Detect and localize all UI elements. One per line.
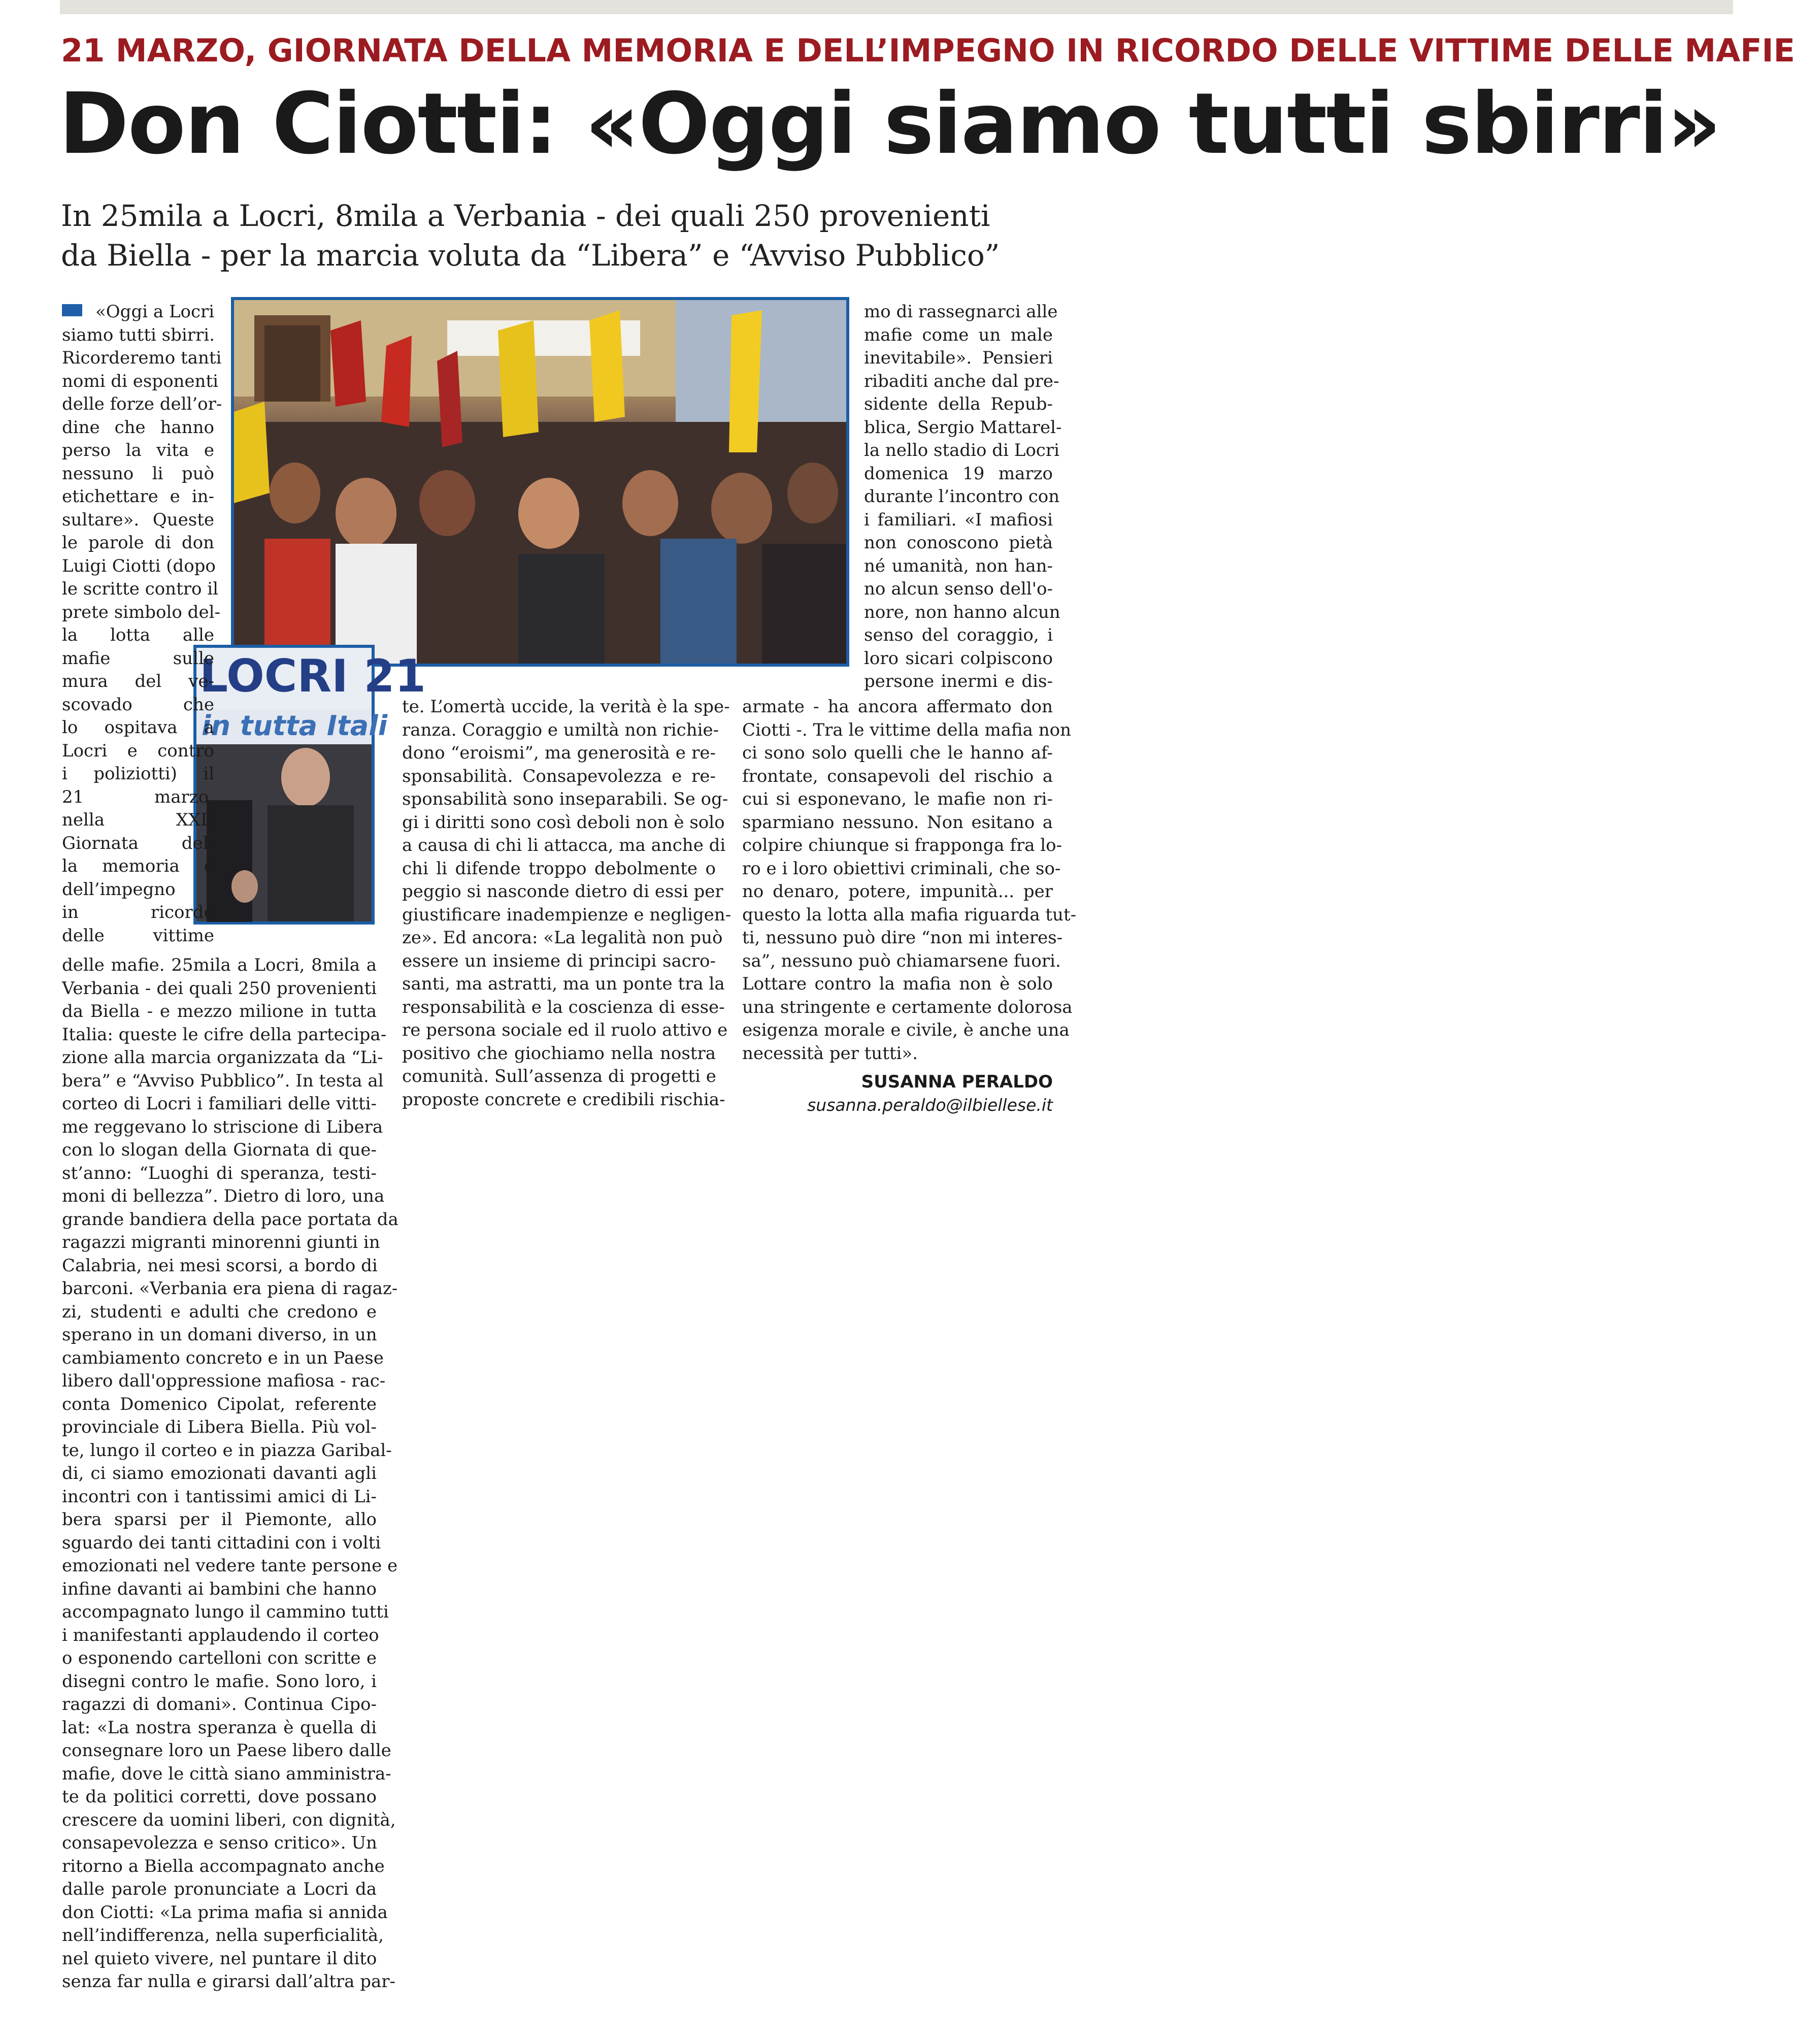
text-line: nomi di esponenti	[62, 371, 218, 391]
column-1-top	[62, 301, 222, 947]
text-line: corteo di Locri i familiari delle vitti-	[62, 1094, 377, 1114]
text-line: disegni contro le mafie. Sono loro, i	[62, 1671, 377, 1692]
text-line: Lottare contro la mafia non è solo	[742, 974, 1053, 994]
text-line: Calabria, nei mesi scorsi, a bordo di	[62, 1255, 378, 1276]
author-byline: SUSANNA PERALDO	[861, 1072, 1053, 1092]
text-line: delle forze dell’or-	[62, 394, 222, 414]
text-line: una stringente e certamente dolorosa	[742, 997, 1073, 1017]
text-line: zi, studenti e adulti che credono e	[62, 1301, 377, 1322]
text-line: no alcun senso dell'o-	[864, 579, 1053, 599]
column-3-top	[864, 301, 1062, 694]
text-line: senza far nulla e girarsi dall’altra par-	[62, 1971, 395, 1992]
text-line: nel quieto vivere, nel puntare il dito	[62, 1948, 377, 1969]
text-line: emozionati nel vedere tante persone e	[62, 1556, 398, 1576]
text-line: dono “eroismi”, ma generosità e re-	[402, 743, 716, 763]
text-line: mafie sulle	[62, 648, 214, 669]
text-line: armate - ha ancora affermato don	[742, 697, 1053, 717]
text-line: i poliziotti) il	[62, 764, 214, 784]
text-line: le parole di don	[62, 533, 214, 553]
text-line: sa”, nessuno può chiamarsene fuori.	[742, 950, 1061, 971]
text-line: lat: «La nostra speranza è quella di	[62, 1717, 377, 1738]
text-line: gi i diritti sono così deboli non è solo	[402, 812, 725, 833]
text-line: necessità per tutti».	[742, 1043, 918, 1064]
text-line: in ricordo	[62, 902, 214, 922]
text-line: consegnare loro un Paese libero dalle	[62, 1740, 391, 1761]
text-line: giustificare inadempienze e negligen-	[402, 904, 732, 925]
text-line: no denaro, potere, impunità... per	[742, 881, 1053, 902]
text-line: con lo slogan della Giornata di que-	[62, 1140, 377, 1160]
text-line: positivo che giochiamo nella nostra	[402, 1043, 716, 1064]
text-line: accompagnato lungo il cammino tutti	[62, 1602, 389, 1622]
text-line: questo la lotta alla mafia riguarda tut-	[742, 904, 1077, 925]
text-line: frontate, consapevoli del rischio a	[742, 766, 1053, 786]
text-line: colpire chiunque si frapponga fra lo-	[742, 835, 1062, 855]
text-line: st’anno: “Luoghi di speranza, testi-	[62, 1163, 377, 1183]
text-line: libero dall'oppressione mafiosa - rac-	[62, 1371, 386, 1391]
text-line: consapevolezza e senso critico». Un	[62, 1833, 377, 1853]
text-line: re persona sociale ed il ruolo attivo e	[402, 1020, 728, 1040]
text-line: barconi. «Verbania era piena di ragaz-	[62, 1278, 398, 1299]
text-line: perso la vita e	[62, 440, 214, 460]
column-1-bottom	[62, 954, 398, 1994]
text-line: le scritte contro il	[62, 579, 219, 599]
text-line: moni di bellezza”. Dietro di loro, una	[62, 1186, 385, 1206]
text-line: comunità. Sull’assenza di progetti e	[402, 1066, 716, 1086]
article-kicker: 21 MARZO, GIORNATA DELLA MEMORIA E DELL’IMPEGNO IN RICORDO DELLE VITTIME DELLE MAFIE	[61, 32, 1795, 69]
author-email-link[interactable]: susanna.peraldo@ilbiellese.it	[807, 1095, 1053, 1115]
text-line: ritorno a Biella accompagnato anche	[62, 1856, 385, 1876]
text-line: dine che hanno	[62, 417, 214, 438]
inset-banner-line1: LOCRI 21	[200, 650, 426, 702]
text-line: a causa di chi li attacca, ma anche di	[402, 835, 726, 855]
text-line: nessuno li può	[62, 463, 214, 484]
text-line: te, lungo il corteo e in piazza Garibal-	[62, 1440, 392, 1461]
text-line: te. L’omertà uccide, la verità è la spe-	[402, 697, 730, 717]
text-line: la memoria e	[62, 856, 214, 876]
text-line: peggio si nasconde dietro di essi per	[402, 881, 723, 902]
text-line: da Biella - e mezzo milione in tutta	[62, 1001, 377, 1021]
text-line: siamo tutti sbirri.	[62, 324, 215, 345]
text-line: durante l’incontro con	[864, 486, 1060, 507]
text-line: ci sono solo quelli che le hanno af-	[742, 743, 1053, 763]
text-line: essere un insieme di principi sacro-	[402, 950, 716, 971]
text-line: loro sicari colpiscono	[864, 648, 1053, 669]
bullet-marker-icon	[62, 304, 82, 316]
text-line: incontri con i tantissimi amici di Li-	[62, 1486, 377, 1507]
text-line: sidente della Repub-	[864, 394, 1053, 414]
text-line: la nello stadio di Locri	[864, 440, 1059, 460]
article-subhead	[61, 196, 1178, 275]
text-line: Luigi Ciotti (dopo	[62, 555, 216, 576]
text-line: senso del coraggio, i	[864, 625, 1053, 645]
inset-banner-line2: in tutta Itali	[202, 710, 388, 742]
march-crowd-photo	[231, 297, 849, 667]
text-line: delle mafie. 25mila a Locri, 8mila a	[62, 955, 377, 975]
text-line: Ciotti -. Tra le vittime della mafia non	[742, 719, 1071, 740]
text-line: mura del ve-	[62, 671, 214, 691]
text-line: ragazzi migranti minorenni giunti in	[62, 1232, 380, 1252]
text-line: scovado che	[62, 694, 214, 715]
text-line: i manifestanti applaudendo il corteo	[62, 1625, 379, 1645]
text-line: santi, ma astratti, ma un ponte tra la	[402, 974, 725, 994]
text-line: persone inermi e dis-	[864, 671, 1053, 691]
march-crowd-illustration	[234, 300, 846, 664]
text-line: proposte concrete e credibili rischia-	[402, 1089, 725, 1110]
text-line: sguardo dei tanti cittadini con i volti	[62, 1532, 381, 1553]
text-line: sperano in un domani diverso, in un	[62, 1325, 377, 1345]
text-line: chi li difende troppo debolmente o	[402, 858, 716, 879]
text-line: sultare». Queste	[62, 509, 214, 530]
text-line: dell’impegno	[62, 879, 176, 900]
text-line: sponsabilità sono inseparabili. Se og-	[402, 789, 728, 809]
text-line: ro e i loro obiettivi criminali, che so-	[742, 858, 1061, 879]
article-headline: Don Ciotti: «Oggi siamo tutti sbirri»	[59, 75, 1720, 173]
text-line: Italia: queste le cifre della partecipa-	[62, 1024, 387, 1045]
text-line: zione alla marcia organizzata da “Li-	[62, 1047, 383, 1068]
text-line: ragazzi di domani». Continua Cipo-	[62, 1694, 377, 1715]
text-line: 21 marzo,	[62, 786, 214, 807]
text-line: nella XXII	[62, 810, 214, 830]
text-line: prete simbolo del-	[62, 602, 220, 622]
text-line: ze». Ed ancora: «La legalità non può	[402, 928, 723, 948]
text-line: bera sparsi per il Piemonte, allo	[62, 1509, 377, 1530]
column-3-bottom	[742, 696, 1077, 1065]
text-line: mafie come un male	[864, 324, 1053, 345]
text-line: Giornata del-	[62, 833, 214, 853]
text-line: don Ciotti: «La prima mafia si annida	[62, 1902, 388, 1923]
column-2	[402, 696, 732, 1111]
subhead-line: da Biella - per la marcia voluta da “Libera” e “Avviso Pubblico”	[61, 238, 1000, 273]
speaker-podium-photo	[193, 645, 426, 925]
speaker-illustration	[196, 648, 426, 921]
text-line: infine davanti ai bambini che hanno	[62, 1578, 377, 1599]
text-line: Verbania - dei quali 250 provenienti	[62, 978, 377, 999]
text-line: nell’indifferenza, nella superficialità,	[62, 1925, 384, 1946]
text-line: nore, non hanno alcun	[864, 602, 1060, 622]
text-line: te da politici corretti, dove possano	[62, 1787, 377, 1807]
text-line: mo di rassegnarci alle	[864, 302, 1058, 322]
text-line: sponsabilità. Consapevolezza e re-	[402, 766, 716, 786]
text-line: ribaditi anche dal pre-	[864, 371, 1059, 391]
text-line: di, ci siamo emozionati davanti agli	[62, 1463, 377, 1483]
text-line: «Oggi a Locri	[62, 301, 214, 324]
text-line: blica, Sergio Mattarel-	[864, 417, 1062, 438]
text-line: sparmiano nessuno. Non esitano a	[742, 812, 1053, 833]
text-line: me reggevano lo striscione di Libera	[62, 1116, 383, 1137]
text-line: etichettare e in-	[62, 486, 214, 507]
top-rule	[60, 0, 1733, 14]
text-line: dalle parole pronunciate a Locri da	[62, 1879, 377, 1899]
text-line: né umanità, non han-	[864, 555, 1053, 576]
text-line: conta Domenico Cipolat, referente	[62, 1394, 377, 1414]
text-line: la lotta alle	[62, 625, 214, 645]
text-line: mafie, dove le città siano amministra-	[62, 1763, 391, 1784]
text-line: non conoscono pietà	[864, 533, 1053, 553]
text-line: o esponendo cartelloni con scritte e	[62, 1648, 377, 1668]
text-line: inevitabile». Pensieri	[864, 348, 1053, 368]
text-line: domenica 19 marzo	[864, 463, 1053, 484]
text-line: ti, nessuno può dire “non mi interes-	[742, 928, 1063, 948]
text-line: i familiari. «I mafiosi	[864, 509, 1053, 530]
text-line: grande bandiera della pace portata da	[62, 1209, 398, 1230]
text-line: responsabilità e la coscienza di esse-	[402, 997, 725, 1017]
subhead-line: In 25mila a Locri, 8mila a Verbania - dei quali 250 provenienti	[61, 199, 990, 233]
text-line: lo ospitava a	[62, 717, 214, 738]
text-line: delle vittime	[62, 925, 214, 946]
text-line: provinciale di Libera Biella. Più vol-	[62, 1417, 377, 1437]
text-line: Locri e contro	[62, 740, 214, 761]
text-line: crescere da uomini liberi, con dignità,	[62, 1809, 396, 1830]
text-line: Ricorderemo tanti	[62, 348, 222, 368]
text-line: ranza. Coraggio e umiltà non richie-	[402, 719, 719, 740]
text-line: esigenza morale e civile, è anche una	[742, 1020, 1070, 1040]
text-line: cambiamento concreto e in un Paese	[62, 1347, 384, 1368]
text-line: cui si esponevano, le mafie non ri-	[742, 789, 1053, 809]
text-line: bera” e “Avviso Pubblico”. In testa al	[62, 1070, 384, 1091]
